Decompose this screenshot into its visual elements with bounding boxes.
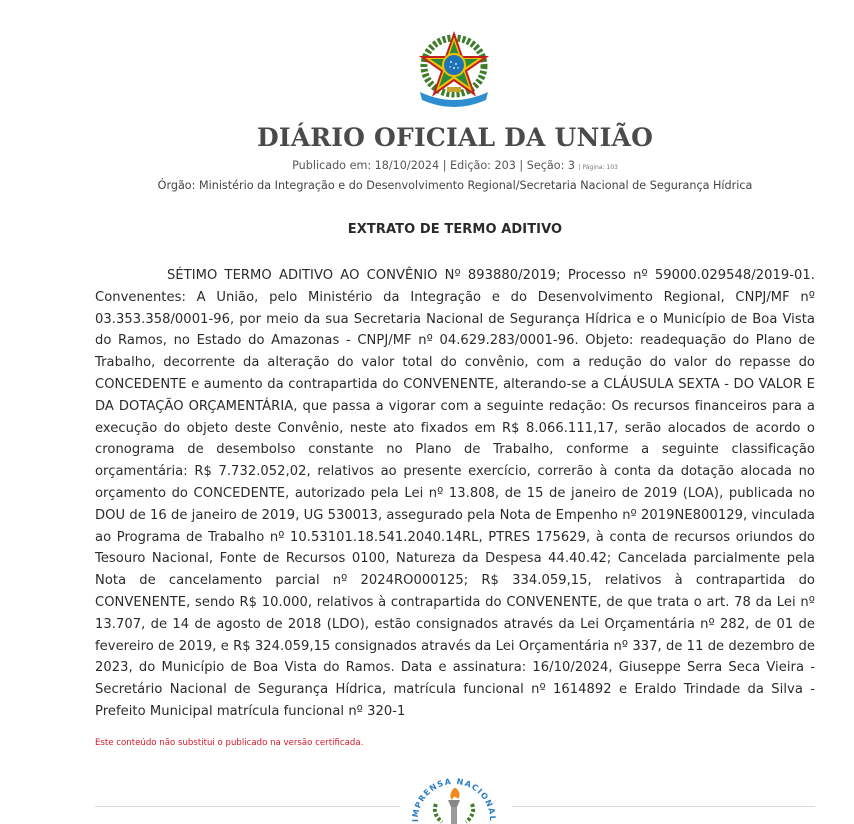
imprensa-nacional-torch-icon bbox=[435, 788, 473, 824]
footer-divider-right bbox=[512, 806, 815, 807]
footer-divider-left bbox=[95, 806, 400, 807]
page-number: | Página: 103 bbox=[578, 164, 618, 171]
brazil-coat-of-arms-icon bbox=[414, 30, 494, 110]
imprensa-logo-text: IMPRENSA NACIONAL bbox=[410, 776, 498, 823]
certification-disclaimer: Este conteúdo não substitui o publicado na versão certificada. bbox=[95, 738, 364, 748]
document-body: SÉTIMO TERMO ADITIVO AO CONVÊNIO Nº 893880/2019; Processo nº 59000.029548/2019-01. Convenentes: A União, pelo Ministério da Integração e do Desenvolvimento Regional, CNPJ/MF nº 03.353.358/0001-96, por meio da sua Secretaria Nacional de Segurança Hídrica e o Município de Boa Vista do Ramos, no Estado do Amazonas - CNPJ/MF nº 04.629.283/0001-96. Objeto: readequação do Plano de Trabalho, decorrente da alteração do valor total do convênio, com a redução do valor do repasse do CONCEDENTE e aumento da contrapartida do CONVENENTE, alterando-se a CLÁUSULA SEXTA - DO VALOR E DA DOTAÇÃO ORÇAMENTÁRIA, que passa a vigorar com a seguinte redação: Os recursos financeiros para a execução do objeto deste Convênio, neste ato fixados em R$ 8.066.111,17, serão alocados de acordo o cronograma de desembolso constante no Plano de Trabalho, conforme a seguinte classificação orçamentária: R$ 7.732.052,02, relativos ao presente exercício, correrão à conta da dotação alocada no orçamento do CONCEDENTE, autorizado pela Lei nº 13.808, de 15 de janeiro de 2019 (LOA), publicada no DOU de 16 de janeiro de 2019, UG 530013, assegurado pela Nota de Empenho nº 2019NE800129, vinculada ao Programa de Trabalho nº 10.53101.18.541.2040.14RL, PTRES 175629, à conta de recursos oriundos do Tesouro Nacional, Fonte de Recursos 0100, Natureza da Despesa 44.40.42; Cancelada parcialmente pela Nota de cancelamento parcial nº 2024RO000125; R$ 334.059,15, relativos à contrapartida do CONVENENTE, sendo R$ 10.000, relativos à contrapartida do CONVENENTE, de que trata o art. 78 da Lei nº 13.707, de 14 de agosto de 2018 (LDO), estão consignados através da Lei Orçamentária nº 282, de 01 de fevereiro de 2019, e R$ 324.059,15 consignados através da Lei Orçamentária nº 337, de 11 de dezembro de 2023, do Município de Boa Vista do Ramos. Data e assinatura: 16/10/2024, Giuseppe Serra Seca Vieira - Secretário Nacional de Segurança Hídrica, matrícula funcional nº 1614892 e Eraldo Trindade da Silva - Prefeito Municipal matrícula funcional nº 320-1 bbox=[95, 268, 816, 719]
page-title: DIÁRIO OFICIAL DA UNIÃO bbox=[256, 123, 654, 152]
imprensa-nacional-logo bbox=[412, 768, 496, 824]
orgao-line: Órgão: Ministério da Integração e do Desenvolvimento Regional/Secretaria Nacional de Segurança Hídrica bbox=[157, 179, 753, 192]
publication-meta bbox=[0, 159, 854, 172]
document-heading: EXTRATO DE TERMO ADITIVO bbox=[347, 222, 563, 237]
publication-info: Publicado em: 18/10/2024 | Edição: 203 | Seção: 3 bbox=[292, 159, 576, 172]
